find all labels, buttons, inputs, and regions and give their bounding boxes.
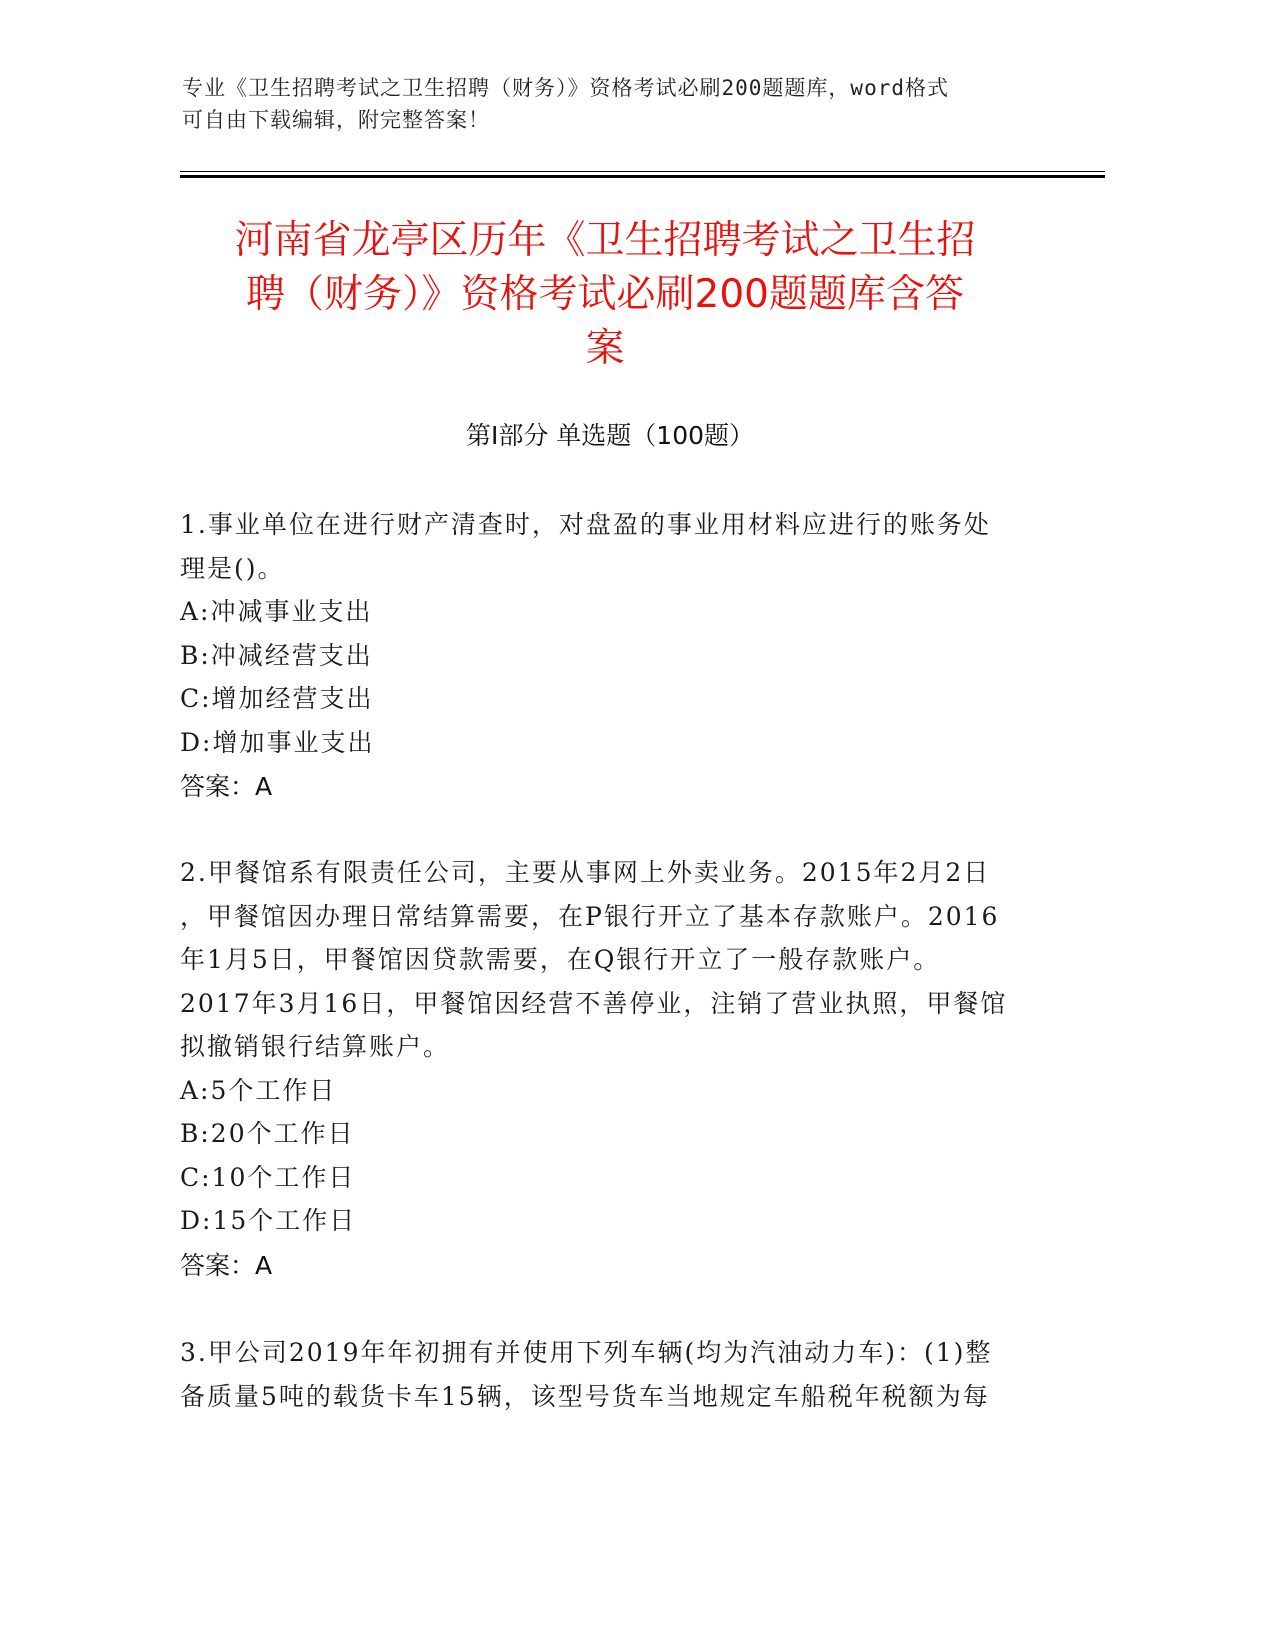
stem-line: 3.甲公司2019年年初拥有并使用下列车辆(均为汽油动力车)：(1)整	[180, 1338, 993, 1367]
stem-line: 备质量5吨的载货卡车15辆，该型号货车当地规定车船税年税额为每	[180, 1381, 990, 1411]
stem-line: 年1月5日，甲餐馆因贷款需要，在Q银行开立了一般存款账户。	[180, 945, 941, 974]
header-divider-thick	[180, 175, 1105, 178]
title-line: 聘（财务）》资格考试必刷200题题库含答	[246, 272, 964, 317]
answer: 答案：A	[180, 1250, 273, 1280]
option-c: C:增加经营支出	[180, 684, 374, 713]
header-divider-thin	[180, 171, 1105, 172]
stem-line: 理是()。	[180, 553, 285, 583]
title-line: 河南省龙亭区历年《卫生招聘考试之卫生招	[234, 218, 976, 263]
title-line: 案	[585, 326, 625, 371]
document-title	[175, 214, 1035, 376]
stem-line: 1.事业单位在进行财产清查时，对盘盈的事业用材料应进行的账务处	[180, 510, 991, 539]
question-1	[180, 503, 1040, 810]
header-note	[182, 72, 1062, 136]
option-a: A:冲减事业支出	[180, 597, 373, 626]
option-b: B:冲减经营支出	[180, 640, 373, 670]
answer: 答案：A	[180, 772, 273, 801]
stem-line: 拟撤销银行结算账户。	[180, 1032, 451, 1061]
option-b: B:20个工作日	[180, 1119, 355, 1148]
question-stem	[180, 1331, 1040, 1418]
stem-line: 2.甲餐馆系有限责任公司，主要从事网上外卖业务。2015年2月2日	[180, 858, 991, 887]
question-stem	[180, 503, 1040, 590]
option-c: C:10个工作日	[180, 1162, 356, 1192]
stem-line: ，甲餐馆因办理日常结算需要，在P银行开立了基本存款账户。2016	[180, 901, 1000, 931]
header-note-line: 可自由下载编辑，附完整答案！	[182, 108, 490, 132]
question-3	[180, 1331, 1040, 1418]
question-stem	[180, 851, 1040, 1069]
option-d: D:增加事业支出	[180, 727, 375, 757]
option-a: A:5个工作日	[180, 1075, 337, 1105]
question-2	[180, 851, 1040, 1289]
option-d: D:15个工作日	[180, 1206, 357, 1235]
stem-line: 2017年3月16日，甲餐馆因经营不善停业，注销了营业执照，甲餐馆	[180, 988, 1008, 1018]
section-heading: 第Ⅰ部分 单选题（100题）	[465, 421, 755, 450]
header-note-line: 专业《卫生招聘考试之卫生招聘（财务）》资格考试必刷200题题库，word格式	[182, 76, 949, 100]
